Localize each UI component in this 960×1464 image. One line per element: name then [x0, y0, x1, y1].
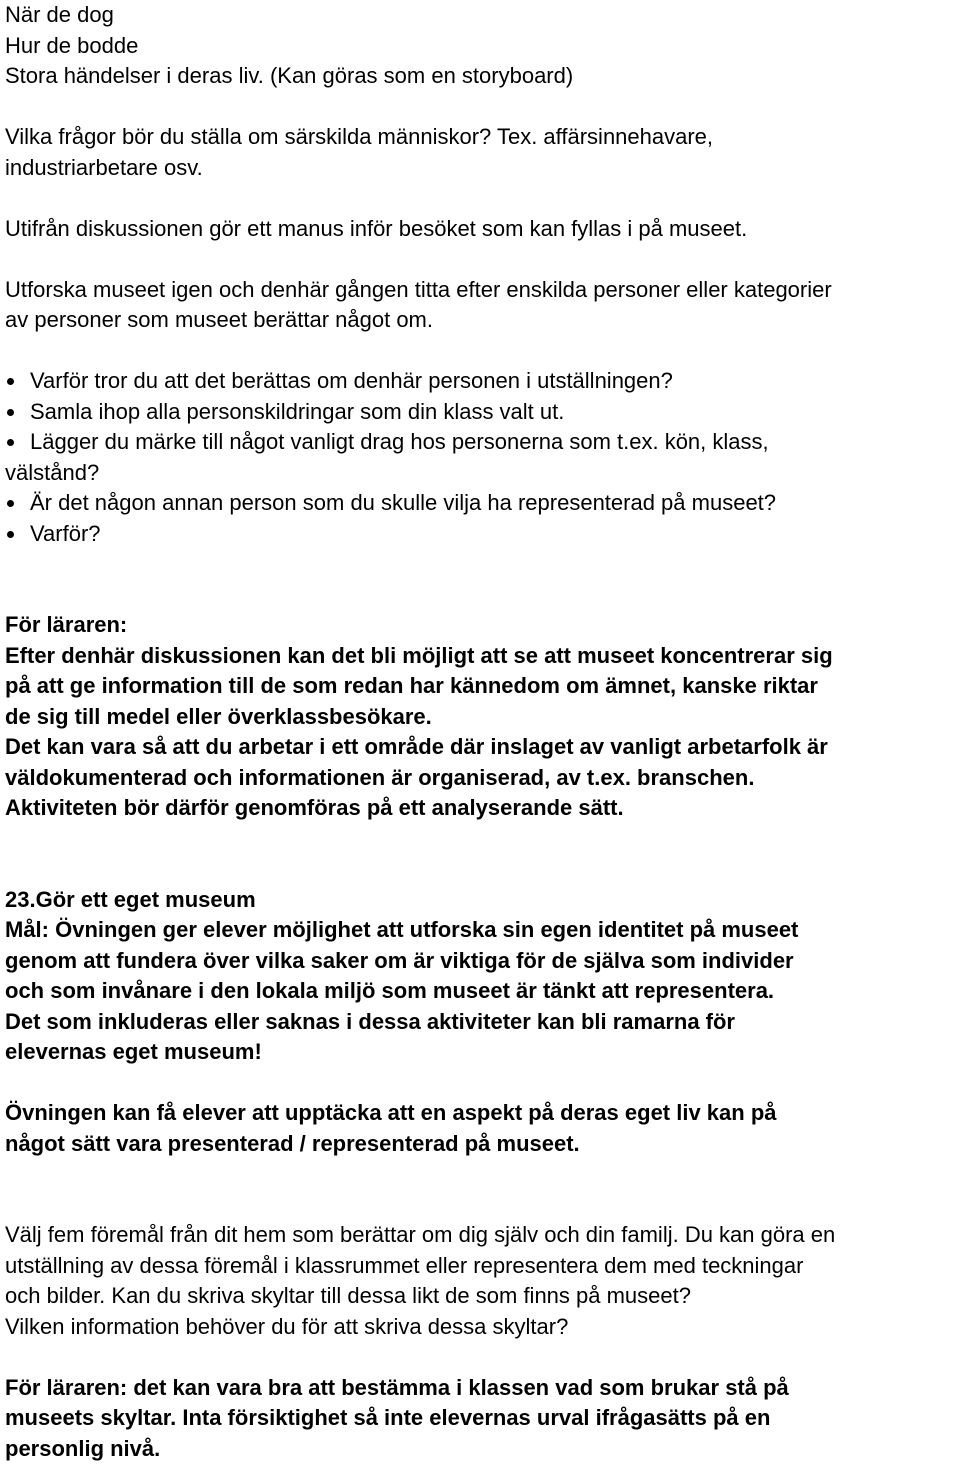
task-paragraph	[5, 1220, 957, 1342]
spacer	[5, 1159, 957, 1220]
spacer	[5, 183, 957, 214]
spacer	[5, 1068, 957, 1099]
teacher-note-1	[5, 610, 957, 824]
questions-paragraph	[5, 122, 957, 183]
list-item	[5, 427, 957, 488]
teacher-note-2	[5, 1373, 957, 1464]
goal-line: elevernas eget museum!	[5, 1037, 957, 1068]
section-title: 23.Gör ett eget museum	[5, 885, 957, 916]
exercise-line: Övningen kan få elever att upptäcka att en aspekt på deras eget liv kan på	[5, 1098, 957, 1129]
bullet-icon	[7, 439, 14, 446]
bullet-text: Varför tror du att det berättas om denhär personen i utställningen?	[30, 366, 957, 397]
teacher-line: Det kan vara så att du arbetar i ett område där inslaget av vanligt arbetarfolk är	[5, 732, 957, 763]
exercise-line: något sätt vara presenterad / representerad på museet.	[5, 1129, 957, 1160]
goal-line: Det som inkluderas eller saknas i dessa aktiviteter kan bli ramarna för	[5, 1007, 957, 1038]
spacer	[5, 1342, 957, 1373]
goal-line: Mål: Övningen ger elever möjlighet att utforska sin egen identitet på museet	[5, 915, 957, 946]
bullet-icon	[7, 409, 14, 416]
spacer	[5, 244, 957, 275]
list-item	[5, 519, 957, 550]
teacher-line: personlig nivå.	[5, 1434, 957, 1464]
teacher-line: väldokumenterad och informationen är organiserad, av t.ex. branschen.	[5, 763, 957, 794]
task-line: Välj fem föremål från dit hem som berättar om dig själv och din familj. Du kan göra en	[5, 1220, 957, 1251]
intro-line-lived: Hur de bodde	[5, 31, 957, 62]
list-item	[5, 366, 957, 397]
goal-line: och som invånare i den lokala miljö som museet är tänkt att representera.	[5, 976, 957, 1007]
task-line: utställning av dessa föremål i klassrummet eller representera dem med teckningar	[5, 1251, 957, 1282]
teacher-line: de sig till medel eller överklassbesökare.	[5, 702, 957, 733]
teacher-line: museets skyltar. Inta försiktighet så inte elevernas urval ifrågasätts på en	[5, 1403, 957, 1434]
bullet-icon	[7, 378, 14, 385]
list-item	[5, 397, 957, 428]
manus-paragraph: Utifrån diskussionen gör ett manus inför besöket som kan fyllas i på museet.	[5, 214, 957, 245]
explore-line: av personer som museet berättar något om.	[5, 305, 957, 336]
bullet-text: Samla ihop alla personskildringar som din klass valt ut.	[30, 397, 957, 428]
bullet-icon	[7, 500, 14, 507]
bullet-text-continued: välstånd?	[5, 458, 957, 489]
teacher-heading: För läraren:	[5, 610, 957, 641]
intro-block	[5, 0, 957, 92]
explore-paragraph	[5, 275, 957, 336]
task-line: Vilken information behöver du för att skriva dessa skyltar?	[5, 1312, 957, 1343]
teacher-line: För läraren: det kan vara bra att bestämma i klassen vad som brukar stå på	[5, 1373, 957, 1404]
spacer	[5, 92, 957, 123]
questions-line: Vilka frågor bör du ställa om särskilda människor? Tex. affärsinnehavare,	[5, 122, 957, 153]
bullet-text: Är det någon annan person som du skulle vilja ha representerad på museet?	[30, 488, 957, 519]
explore-line: Utforska museet igen och denhär gången titta efter enskilda personer eller kategorier	[5, 275, 957, 306]
list-item	[5, 488, 957, 519]
spacer	[5, 549, 957, 610]
spacer	[5, 824, 957, 885]
teacher-line: Aktiviteten bör därför genomföras på ett analyserande sätt.	[5, 793, 957, 824]
task-line: och bilder. Kan du skriva skyltar till dessa likt de som finns på museet?	[5, 1281, 957, 1312]
intro-line-died: När de dog	[5, 0, 957, 31]
spacer	[5, 336, 957, 367]
section-goal	[5, 915, 957, 1068]
bullet-icon	[7, 531, 14, 538]
questions-line: industriarbetare osv.	[5, 153, 957, 184]
intro-line-events: Stora händelser i deras liv. (Kan göras som en storyboard)	[5, 61, 957, 92]
teacher-line: Efter denhär diskussionen kan det bli möjligt att se att museet koncentrerar sig	[5, 641, 957, 672]
teacher-line: på att ge information till de som redan har kännedom om ämnet, kanske riktar	[5, 671, 957, 702]
exercise-paragraph	[5, 1098, 957, 1159]
bullet-text: Lägger du märke till något vanligt drag hos personerna som t.ex. kön, klass,	[30, 427, 957, 458]
document-page	[5, 0, 957, 1464]
bullet-text: Varför?	[30, 519, 957, 550]
goal-line: genom att fundera över vilka saker om är viktiga för de själva som individer	[5, 946, 957, 977]
explore-bullet-list	[5, 366, 957, 549]
